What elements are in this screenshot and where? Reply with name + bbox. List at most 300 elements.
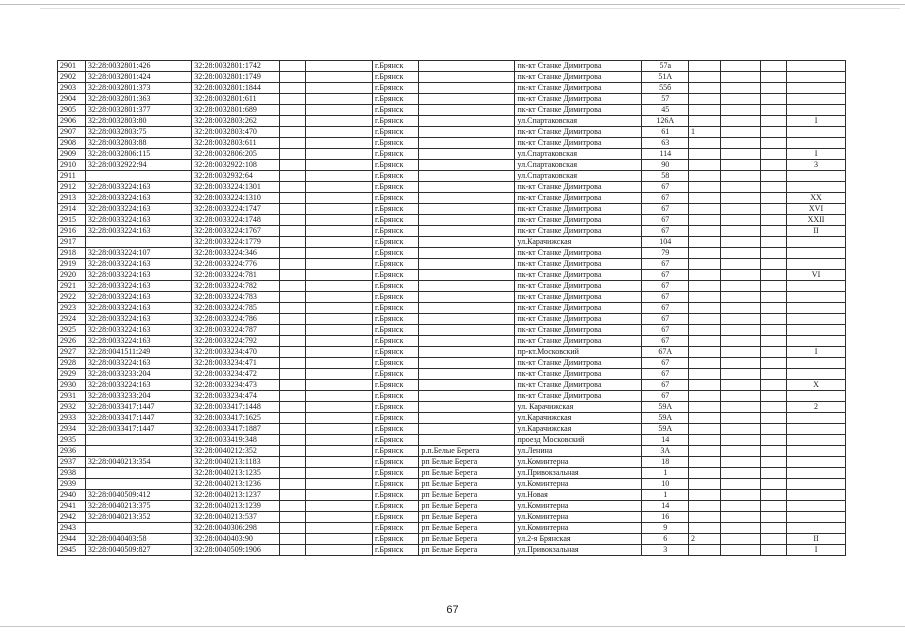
settlement-cell bbox=[419, 61, 515, 72]
settlement-cell bbox=[419, 369, 515, 380]
empty-cell bbox=[761, 182, 787, 193]
house-number-cell: 14 bbox=[642, 435, 688, 446]
cadastral-number-cell bbox=[85, 435, 191, 446]
settlement-cell: рп Белые Берега bbox=[419, 534, 515, 545]
empty-cell bbox=[720, 391, 760, 402]
city-cell: г.Брянск bbox=[372, 237, 418, 248]
flat-cell: XXII bbox=[787, 215, 846, 226]
empty-cell bbox=[761, 325, 787, 336]
house-number-cell: 59А bbox=[642, 402, 688, 413]
street-cell: пк-кт Станке Димитрова bbox=[515, 193, 642, 204]
flat-cell: XX bbox=[787, 193, 846, 204]
house-number-cell: 51А bbox=[642, 72, 688, 83]
row-number-cell: 2915 bbox=[58, 215, 86, 226]
flat-cell bbox=[787, 501, 846, 512]
empty-cell bbox=[280, 347, 306, 358]
flat-cell: I bbox=[787, 545, 846, 556]
flat-cell: I bbox=[787, 347, 846, 358]
object-cadastral-number-cell: 32:28:0033224:786 bbox=[192, 314, 280, 325]
table-row bbox=[58, 116, 846, 127]
house-number-cell: 67 bbox=[642, 314, 688, 325]
object-cadastral-number-cell: 32:28:0032803:262 bbox=[192, 116, 280, 127]
row-number-cell: 2942 bbox=[58, 512, 86, 523]
city-cell: г.Брянск bbox=[372, 347, 418, 358]
table-row bbox=[58, 336, 846, 347]
cadastral-number-cell: 32:28:0033224:163 bbox=[85, 193, 191, 204]
building-cell bbox=[688, 402, 720, 413]
row-number-cell: 2907 bbox=[58, 127, 86, 138]
settlement-cell bbox=[419, 116, 515, 127]
empty-cell bbox=[305, 72, 372, 83]
empty-cell bbox=[305, 281, 372, 292]
row-number-cell: 2930 bbox=[58, 380, 86, 391]
cadastral-number-cell: 32:28:0032801:426 bbox=[85, 61, 191, 72]
object-cadastral-number-cell: 32:28:0040212:352 bbox=[192, 446, 280, 457]
empty-cell bbox=[720, 270, 760, 281]
cadastral-number-cell: 32:28:0033224:107 bbox=[85, 248, 191, 259]
street-cell: ул.2-я Брянская bbox=[515, 534, 642, 545]
row-number-cell: 2905 bbox=[58, 105, 86, 116]
flat-cell: 2 bbox=[787, 402, 846, 413]
city-cell: г.Брянск bbox=[372, 61, 418, 72]
empty-cell bbox=[280, 61, 306, 72]
object-cadastral-number-cell: 32:28:0032806:205 bbox=[192, 149, 280, 160]
house-number-cell: 18 bbox=[642, 457, 688, 468]
row-number-cell: 2906 bbox=[58, 116, 86, 127]
flat-cell bbox=[787, 127, 846, 138]
empty-cell bbox=[280, 424, 306, 435]
cadastral-number-cell: 32:28:0032922:94 bbox=[85, 160, 191, 171]
house-number-cell: 67 bbox=[642, 369, 688, 380]
empty-cell bbox=[761, 171, 787, 182]
flat-cell bbox=[787, 424, 846, 435]
row-number-cell: 2916 bbox=[58, 226, 86, 237]
building-cell bbox=[688, 171, 720, 182]
street-cell: пк-кт Станке Димитрова bbox=[515, 83, 642, 94]
building-cell bbox=[688, 391, 720, 402]
object-cadastral-number-cell: 32:28:0032801:611 bbox=[192, 94, 280, 105]
building-cell bbox=[688, 138, 720, 149]
empty-cell bbox=[305, 435, 372, 446]
empty-cell bbox=[720, 523, 760, 534]
settlement-cell: рп Белые Берега bbox=[419, 501, 515, 512]
empty-cell bbox=[280, 149, 306, 160]
street-cell: ул. Карачижская bbox=[515, 402, 642, 413]
table-row bbox=[58, 435, 846, 446]
empty-cell bbox=[720, 303, 760, 314]
empty-cell bbox=[761, 545, 787, 556]
empty-cell bbox=[280, 248, 306, 259]
empty-cell bbox=[305, 127, 372, 138]
building-cell bbox=[688, 446, 720, 457]
object-cadastral-number-cell: 32:28:0040213:1236 bbox=[192, 479, 280, 490]
empty-cell bbox=[720, 490, 760, 501]
empty-cell bbox=[280, 314, 306, 325]
street-cell: пк-кт Станке Димитрова bbox=[515, 72, 642, 83]
empty-cell bbox=[280, 479, 306, 490]
object-cadastral-number-cell: 32:28:0033224:776 bbox=[192, 259, 280, 270]
cadastral-number-cell: 32:28:0033224:163 bbox=[85, 226, 191, 237]
city-cell: г.Брянск bbox=[372, 468, 418, 479]
table-row bbox=[58, 347, 846, 358]
empty-cell bbox=[761, 512, 787, 523]
table-row bbox=[58, 369, 846, 380]
street-cell: пк-кт Станке Димитрова bbox=[515, 336, 642, 347]
empty-cell bbox=[280, 226, 306, 237]
empty-cell bbox=[761, 424, 787, 435]
empty-cell bbox=[280, 281, 306, 292]
flat-cell bbox=[787, 336, 846, 347]
settlement-cell bbox=[419, 259, 515, 270]
empty-cell bbox=[280, 303, 306, 314]
empty-cell bbox=[305, 237, 372, 248]
object-cadastral-number-cell: 32:28:0032801:1749 bbox=[192, 72, 280, 83]
empty-cell bbox=[720, 457, 760, 468]
row-number-cell: 2901 bbox=[58, 61, 86, 72]
house-number-cell: 45 bbox=[642, 105, 688, 116]
object-cadastral-number-cell: 32:28:0033224:1767 bbox=[192, 226, 280, 237]
empty-cell bbox=[761, 149, 787, 160]
object-cadastral-number-cell: 32:28:0032801:1844 bbox=[192, 83, 280, 94]
cadastral-number-cell: 32:28:0033224:163 bbox=[85, 358, 191, 369]
empty-cell bbox=[761, 281, 787, 292]
empty-cell bbox=[280, 171, 306, 182]
row-number-cell: 2945 bbox=[58, 545, 86, 556]
house-number-cell: 67 bbox=[642, 193, 688, 204]
house-number-cell: 1 bbox=[642, 468, 688, 479]
cadastral-number-cell: 32:28:0033224:163 bbox=[85, 380, 191, 391]
empty-cell bbox=[761, 413, 787, 424]
table-row bbox=[58, 237, 846, 248]
empty-cell bbox=[280, 292, 306, 303]
house-number-cell: 1 bbox=[642, 490, 688, 501]
building-cell bbox=[688, 545, 720, 556]
city-cell: г.Брянск bbox=[372, 512, 418, 523]
flat-cell: I bbox=[787, 116, 846, 127]
object-cadastral-number-cell: 32:28:0033417:1625 bbox=[192, 413, 280, 424]
row-number-cell: 2903 bbox=[58, 83, 86, 94]
settlement-cell bbox=[419, 83, 515, 94]
city-cell: г.Брянск bbox=[372, 369, 418, 380]
empty-cell bbox=[280, 160, 306, 171]
street-cell: пк-кт Станке Димитрова bbox=[515, 380, 642, 391]
cadastral-number-cell: 32:28:0033224:163 bbox=[85, 281, 191, 292]
table-row bbox=[58, 259, 846, 270]
object-cadastral-number-cell: 32:28:0033224:1779 bbox=[192, 237, 280, 248]
house-number-cell: 6 bbox=[642, 534, 688, 545]
city-cell: г.Брянск bbox=[372, 402, 418, 413]
building-cell bbox=[688, 237, 720, 248]
street-cell: пк-кт Станке Димитрова bbox=[515, 358, 642, 369]
building-cell bbox=[688, 193, 720, 204]
house-number-cell: 126А bbox=[642, 116, 688, 127]
city-cell: г.Брянск bbox=[372, 182, 418, 193]
cadastral-number-cell: 32:28:0032801:373 bbox=[85, 83, 191, 94]
table-row bbox=[58, 501, 846, 512]
empty-cell bbox=[305, 523, 372, 534]
house-number-cell: 3 bbox=[642, 545, 688, 556]
city-cell: г.Брянск bbox=[372, 325, 418, 336]
empty-cell bbox=[761, 248, 787, 259]
empty-cell bbox=[280, 259, 306, 270]
empty-cell bbox=[280, 358, 306, 369]
empty-cell bbox=[305, 468, 372, 479]
building-cell bbox=[688, 160, 720, 171]
empty-cell bbox=[305, 314, 372, 325]
empty-cell bbox=[720, 182, 760, 193]
row-number-cell: 2912 bbox=[58, 182, 86, 193]
empty-cell bbox=[280, 413, 306, 424]
house-number-cell: 79 bbox=[642, 248, 688, 259]
row-number-cell: 2910 bbox=[58, 160, 86, 171]
object-cadastral-number-cell: 32:28:0040403:90 bbox=[192, 534, 280, 545]
flat-cell bbox=[787, 391, 846, 402]
flat-cell bbox=[787, 325, 846, 336]
object-cadastral-number-cell: 32:28:0032803:611 bbox=[192, 138, 280, 149]
empty-cell bbox=[280, 369, 306, 380]
flat-cell bbox=[787, 61, 846, 72]
city-cell: г.Брянск bbox=[372, 479, 418, 490]
city-cell: г.Брянск bbox=[372, 215, 418, 226]
table-row bbox=[58, 358, 846, 369]
empty-cell bbox=[280, 127, 306, 138]
building-cell bbox=[688, 270, 720, 281]
empty-cell bbox=[761, 94, 787, 105]
empty-cell bbox=[305, 270, 372, 281]
table-row bbox=[58, 160, 846, 171]
street-cell: ул.Карачижская bbox=[515, 413, 642, 424]
street-cell: ул.Ленина bbox=[515, 446, 642, 457]
object-cadastral-number-cell: 32:28:0040213:1235 bbox=[192, 468, 280, 479]
building-cell bbox=[688, 457, 720, 468]
table-row bbox=[58, 512, 846, 523]
house-number-cell: 63 bbox=[642, 138, 688, 149]
row-number-cell: 2923 bbox=[58, 303, 86, 314]
city-cell: г.Брянск bbox=[372, 270, 418, 281]
empty-cell bbox=[761, 270, 787, 281]
table-row bbox=[58, 523, 846, 534]
street-cell: пк-кт Станке Димитрова bbox=[515, 314, 642, 325]
empty-cell bbox=[305, 380, 372, 391]
row-number-cell: 2926 bbox=[58, 336, 86, 347]
flat-cell bbox=[787, 457, 846, 468]
object-cadastral-number-cell: 32:28:0040213:1237 bbox=[192, 490, 280, 501]
street-cell: пк-кт Станке Димитрова bbox=[515, 259, 642, 270]
empty-cell bbox=[761, 380, 787, 391]
row-number-cell: 2913 bbox=[58, 193, 86, 204]
cadastral-number-cell: 32:28:0032803:80 bbox=[85, 116, 191, 127]
empty-cell bbox=[720, 413, 760, 424]
empty-cell bbox=[761, 226, 787, 237]
table-row bbox=[58, 94, 846, 105]
table-row bbox=[58, 402, 846, 413]
street-cell: пк-кт Станке Димитрова bbox=[515, 182, 642, 193]
empty-cell bbox=[720, 435, 760, 446]
building-cell bbox=[688, 182, 720, 193]
empty-cell bbox=[761, 336, 787, 347]
city-cell: г.Брянск bbox=[372, 226, 418, 237]
empty-cell bbox=[761, 435, 787, 446]
row-number-cell: 2932 bbox=[58, 402, 86, 413]
object-cadastral-number-cell: 32:28:0033224:782 bbox=[192, 281, 280, 292]
street-cell: ул.Привокзальная bbox=[515, 545, 642, 556]
object-cadastral-number-cell: 32:28:0033224:783 bbox=[192, 292, 280, 303]
city-cell: г.Брянск bbox=[372, 446, 418, 457]
building-cell bbox=[688, 501, 720, 512]
cadastral-number-cell: 32:28:0040403:58 bbox=[85, 534, 191, 545]
city-cell: г.Брянск bbox=[372, 490, 418, 501]
empty-cell bbox=[761, 204, 787, 215]
empty-cell bbox=[720, 171, 760, 182]
cadastral-number-cell: 32:28:0033233:204 bbox=[85, 369, 191, 380]
empty-cell bbox=[761, 116, 787, 127]
empty-cell bbox=[720, 369, 760, 380]
empty-cell bbox=[761, 61, 787, 72]
empty-cell bbox=[280, 391, 306, 402]
table-row bbox=[58, 83, 846, 94]
building-cell bbox=[688, 94, 720, 105]
empty-cell bbox=[720, 226, 760, 237]
house-number-cell: 10 bbox=[642, 479, 688, 490]
object-cadastral-number-cell: 32:28:0032801:689 bbox=[192, 105, 280, 116]
house-number-cell: 57а bbox=[642, 61, 688, 72]
building-cell bbox=[688, 523, 720, 534]
table-row bbox=[58, 171, 846, 182]
cadastral-number-cell bbox=[85, 523, 191, 534]
empty-cell bbox=[761, 457, 787, 468]
street-cell: пк-кт Станке Димитрова bbox=[515, 226, 642, 237]
object-cadastral-number-cell: 32:28:0033224:1748 bbox=[192, 215, 280, 226]
street-cell: ул.Карачижская bbox=[515, 237, 642, 248]
cadastral-number-cell bbox=[85, 468, 191, 479]
empty-cell bbox=[280, 468, 306, 479]
object-cadastral-number-cell: 32:28:0040509:1906 bbox=[192, 545, 280, 556]
empty-cell bbox=[761, 292, 787, 303]
city-cell: г.Брянск bbox=[372, 314, 418, 325]
settlement-cell bbox=[419, 380, 515, 391]
empty-cell bbox=[305, 248, 372, 259]
city-cell: г.Брянск bbox=[372, 457, 418, 468]
empty-cell bbox=[280, 325, 306, 336]
cadastral-number-cell: 32:28:0033224:163 bbox=[85, 259, 191, 270]
bottom-rule bbox=[0, 626, 905, 627]
building-cell: 1 bbox=[688, 127, 720, 138]
building-cell bbox=[688, 149, 720, 160]
building-cell bbox=[688, 325, 720, 336]
empty-cell bbox=[761, 138, 787, 149]
empty-cell bbox=[720, 501, 760, 512]
street-cell: пк-кт Станке Димитрова bbox=[515, 204, 642, 215]
empty-cell bbox=[720, 72, 760, 83]
row-number-cell: 2944 bbox=[58, 534, 86, 545]
empty-cell bbox=[280, 545, 306, 556]
row-number-cell: 2911 bbox=[58, 171, 86, 182]
building-cell bbox=[688, 292, 720, 303]
empty-cell bbox=[720, 138, 760, 149]
empty-cell bbox=[280, 182, 306, 193]
city-cell: г.Брянск bbox=[372, 116, 418, 127]
settlement-cell bbox=[419, 193, 515, 204]
object-cadastral-number-cell: 32:28:0033224:346 bbox=[192, 248, 280, 259]
building-cell bbox=[688, 479, 720, 490]
city-cell: г.Брянск bbox=[372, 380, 418, 391]
settlement-cell bbox=[419, 281, 515, 292]
empty-cell bbox=[761, 215, 787, 226]
empty-cell bbox=[305, 105, 372, 116]
table-row bbox=[58, 204, 846, 215]
empty-cell bbox=[761, 160, 787, 171]
house-number-cell: 67 bbox=[642, 380, 688, 391]
flat-cell bbox=[787, 413, 846, 424]
empty-cell bbox=[761, 468, 787, 479]
building-cell bbox=[688, 347, 720, 358]
empty-cell bbox=[280, 490, 306, 501]
street-cell: ул.Привокзальная bbox=[515, 468, 642, 479]
empty-cell bbox=[305, 457, 372, 468]
empty-cell bbox=[761, 534, 787, 545]
street-cell: пк-кт Станке Димитрова bbox=[515, 303, 642, 314]
settlement-cell: рп Белые Берега bbox=[419, 479, 515, 490]
empty-cell bbox=[280, 336, 306, 347]
city-cell: г.Брянск bbox=[372, 248, 418, 259]
object-cadastral-number-cell: 32:28:0033224:792 bbox=[192, 336, 280, 347]
empty-cell bbox=[305, 369, 372, 380]
empty-cell bbox=[761, 479, 787, 490]
street-cell: пк-кт Станке Димитрова bbox=[515, 325, 642, 336]
settlement-cell bbox=[419, 171, 515, 182]
building-cell bbox=[688, 490, 720, 501]
house-number-cell: 59А bbox=[642, 413, 688, 424]
cadastral-number-cell: 32:28:0033224:163 bbox=[85, 204, 191, 215]
empty-cell bbox=[720, 446, 760, 457]
object-cadastral-number-cell: 32:28:0033234:470 bbox=[192, 347, 280, 358]
cadastral-number-cell: 32:28:0032801:377 bbox=[85, 105, 191, 116]
empty-cell bbox=[280, 116, 306, 127]
empty-cell bbox=[305, 292, 372, 303]
house-number-cell: 61 bbox=[642, 127, 688, 138]
empty-cell bbox=[305, 402, 372, 413]
flat-cell bbox=[787, 182, 846, 193]
house-number-cell: 3А bbox=[642, 446, 688, 457]
empty-cell bbox=[761, 72, 787, 83]
cadastral-number-cell: 32:28:0033224:163 bbox=[85, 182, 191, 193]
object-cadastral-number-cell: 32:28:0033224:1301 bbox=[192, 182, 280, 193]
city-cell: г.Брянск bbox=[372, 358, 418, 369]
empty-cell bbox=[761, 314, 787, 325]
empty-cell bbox=[720, 127, 760, 138]
street-cell: пк-кт Станке Димитрова bbox=[515, 105, 642, 116]
house-number-cell: 114 bbox=[642, 149, 688, 160]
house-number-cell: 67 bbox=[642, 215, 688, 226]
table-row bbox=[58, 490, 846, 501]
city-cell: г.Брянск bbox=[372, 281, 418, 292]
flat-cell bbox=[787, 171, 846, 182]
empty-cell bbox=[720, 402, 760, 413]
empty-cell bbox=[305, 61, 372, 72]
street-cell: ул.Коминтерна bbox=[515, 501, 642, 512]
street-cell: ул.Спартаковская bbox=[515, 160, 642, 171]
empty-cell bbox=[305, 182, 372, 193]
settlement-cell bbox=[419, 138, 515, 149]
flat-cell bbox=[787, 479, 846, 490]
empty-cell bbox=[280, 402, 306, 413]
empty-cell bbox=[305, 83, 372, 94]
object-cadastral-number-cell: 32:28:0032801:1742 bbox=[192, 61, 280, 72]
table-row bbox=[58, 292, 846, 303]
settlement-cell: рп Белые Берега bbox=[419, 545, 515, 556]
building-cell bbox=[688, 204, 720, 215]
street-cell: ул.Спартаковская bbox=[515, 171, 642, 182]
